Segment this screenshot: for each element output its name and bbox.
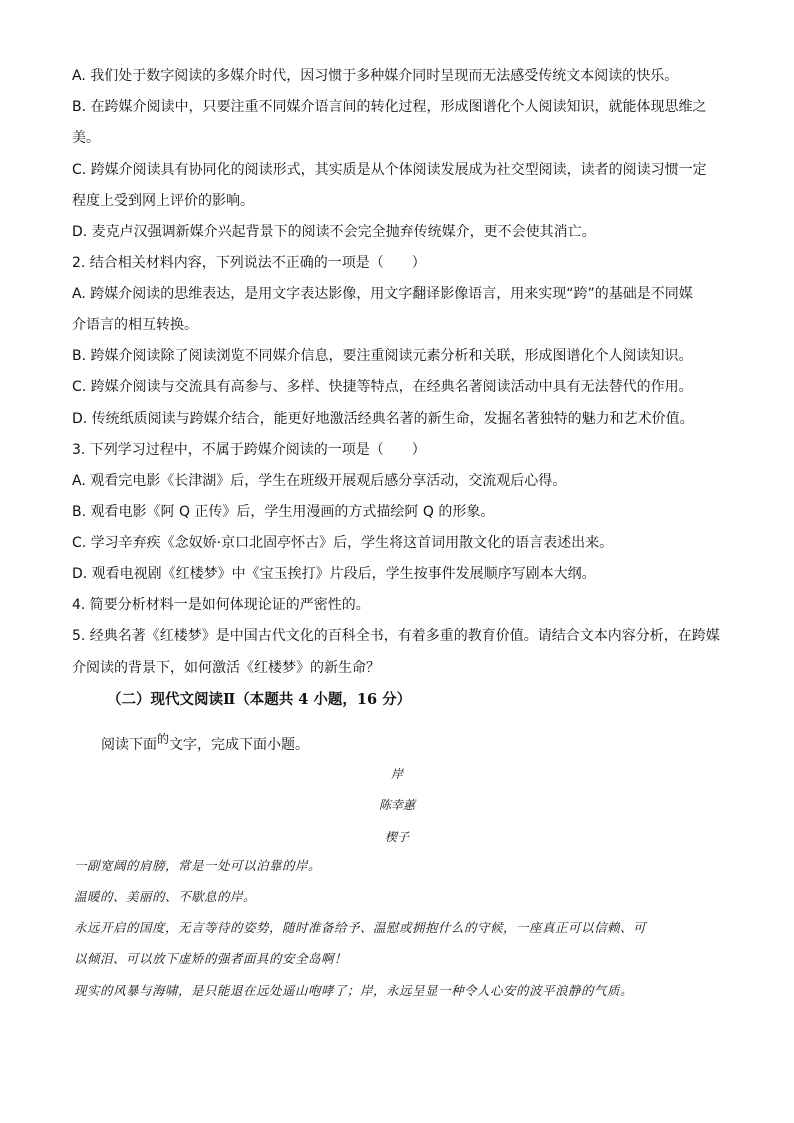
q3-stem: 3. 下列学习过程中，不属于跨媒介阅读的一项是（ ） [72, 442, 426, 458]
q5-stem-line2: 介阅读的背景下，如何激活《红楼梦》的新生命？ [72, 660, 380, 676]
instruction-superscript: 的 [157, 732, 170, 746]
q1-option-b-line2: 美。 [72, 130, 100, 146]
reading-instruction [101, 729, 309, 755]
q3-option-a: A. 观看完电影《长津湖》后，学生在班级开展观后感分享活动，交流观后心得。 [72, 473, 567, 489]
article-author: 陈幸蕙 [378, 798, 415, 812]
q2-option-a-line2: 介语言的相互转换。 [72, 317, 198, 333]
instruction-pre: 阅读下面 [101, 737, 157, 753]
section-heading: （二）现代文阅读Ⅱ（本题共 4 小题，16 分） [107, 691, 412, 708]
q3-option-b: B. 观看电影《阿 Q 正传》后，学生用漫画的方式描绘阿 Q 的形象。 [72, 504, 495, 520]
q2-option-d: D. 传统纸质阅读与跨媒介结合，能更好地激活经典名著的新生命，发掘名著独特的魅力和艺术价值。 [72, 411, 694, 427]
q5-stem-line1: 5. 经典名著《红楼梦》是中国古代文化的百科全书，有着多重的教育价值。请结合文本内容分析，在跨媒 [72, 628, 720, 644]
instruction-post: 文字，完成下面小题。 [169, 737, 310, 753]
q4-stem: 4. 简要分析材料一是如何体现论证的严密性的。 [72, 597, 370, 613]
q1-option-d: D. 麦克卢汉强调新媒介兴起背景下的阅读不会完全抛弃传统媒介，更不会使其消亡。 [72, 224, 596, 240]
q1-option-b-line1: B. 在跨媒介阅读中，只要注重不同媒介语言间的转化过程，形成图谱化个人阅读知识，就能体现思维之 [72, 99, 707, 115]
article-paragraph-2: 温暖的、美丽的、不歇息的岸。 [74, 889, 257, 904]
article-paragraph-4: 现实的风暴与海啸，是只能退在远处遥山咆哮了；岸，永远呈显一种令人心安的波平浪静的气质。 [74, 983, 634, 998]
q2-option-c: C. 跨媒介阅读与交流具有高参与、多样、快捷等特点，在经典名著阅读活动中具有无法替代的作用。 [72, 379, 693, 395]
q3-option-c: C. 学习辛弃疾《念奴娇·京口北固亭怀古》后，学生将这首词用散文化的语言表述出来。 [72, 535, 614, 551]
q1-option-c-line2: 程度上受到网上评价的影响。 [72, 193, 254, 209]
q1-option-c-line1: C. 跨媒介阅读具有协同化的阅读形式，其实质是从个体阅读发展成为社交型阅读，读者的阅读习惯一定 [72, 162, 707, 178]
q1-option-a: A. 我们处于数字阅读的多媒介时代，因习惯于多种媒介同时呈现而无法感受传统文本阅读的快乐。 [72, 68, 679, 84]
article-title: 岸 [390, 767, 403, 781]
q2-option-a-line1: A. 跨媒介阅读的思维表达，是用文字表达影像，用文字翻译影像语言，用来实现“跨”的基础是不同媒 [72, 286, 693, 302]
q2-option-b: B. 跨媒介阅读除了阅读浏览不同媒介信息，要注重阅读元素分析和关联，形成图谱化个人阅读知识。 [72, 348, 693, 364]
article-subtitle: 楔子 [384, 830, 409, 844]
article-paragraph-3-line1: 永远开启的国度，无言等待的姿势，随时准备给予、温慰或拥抱什么的守候，一座真正可以信赖、可 [74, 920, 647, 935]
article-paragraph-1: 一副宽阔的肩膀，常是一处可以泊靠的岸。 [74, 858, 322, 873]
q3-option-d: D. 观看电视剧《红楼梦》中《宝玉挨打》片段后，学生按事件发展顺序写剧本大纲。 [72, 566, 596, 582]
q2-stem: 2. 结合相关材料内容，下列说法不正确的一项是（ ） [72, 255, 426, 271]
article-paragraph-3-line2: 以倾泪、可以放下虚矫的强者面具的安全岛啊！ [74, 951, 348, 966]
